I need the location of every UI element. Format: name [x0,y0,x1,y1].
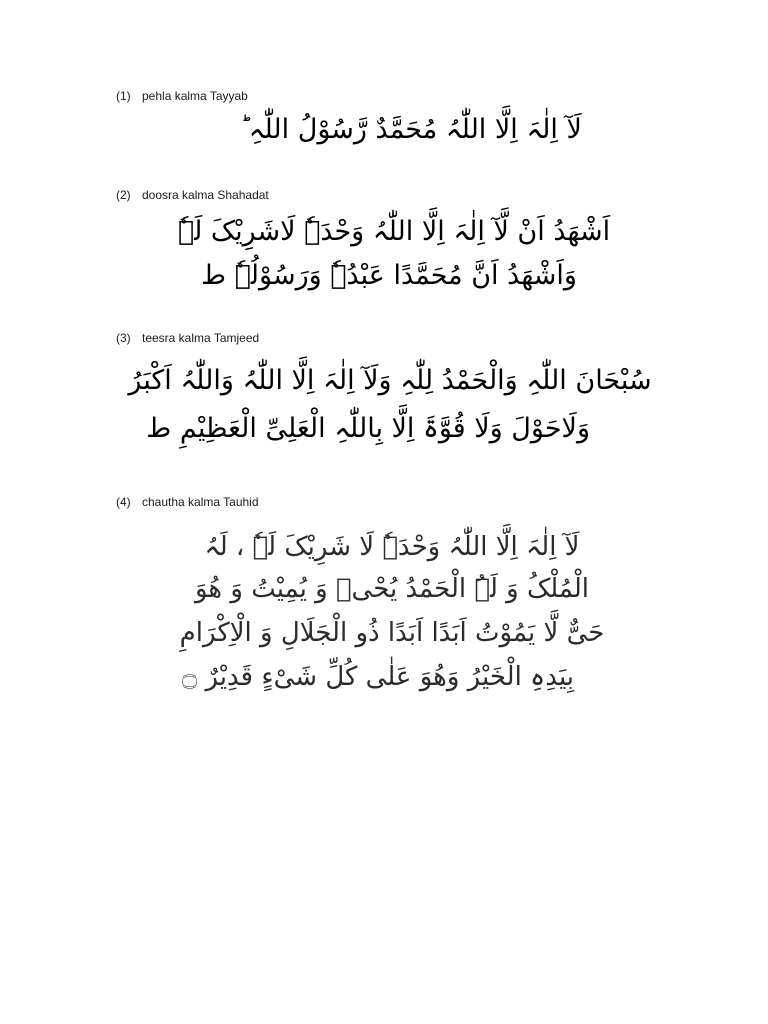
kalma-4-arabic-line-3: حَیٌّ لَّا یَمُوْتُ اَبَدًا اَبَدًا ذُو الْجَلَالِ وَ الْاِکْرَامِ [179,618,605,648]
kalma-2-arabic-line-2: وَاَشْھَدُ اَنَّ مُحَمَّدًا عَبْدُہٗ وَرَسُوْلُہٗ ط [201,260,577,291]
kalma-2-heading [116,187,269,203]
kalma-1-heading [116,88,248,104]
kalma-2-arabic-line-1: اَشْھَدُ اَنْ لَّآ اِلٰہَ اِلَّا اللّٰہُ وَحْدَہٗ لَاشَرِیْکَ لَہٗ [177,216,611,247]
kalma-2-title: doosra kalma Shahadat [142,188,269,202]
kalma-3-arabic-line-1: سُبْحَانَ اللّٰہِ وَالْحَمْدُ لِلّٰہِ وَلَآ اِلٰہَ اِلَّا اللّٰہُ وَاللّٰہُ اَکْبَرُ [128,365,652,396]
kalma-3-heading [116,330,259,346]
kalma-4-number: (4) [116,495,131,509]
kalma-4-arabic-line-4: بِیَدِہِ الْخَیْرُ وَھُوَ عَلٰی کُلِّ شَیْءٍ قَدِیْرٌ ۝ [181,662,575,692]
kalma-1-arabic-line-1: لَآ اِلٰہَ اِلَّا اللّٰہُ مُحَمَّدٌ رَّسُوْلُ اللّٰہِ ؕ [240,114,582,145]
kalma-4-title: chautha kalma Tauhid [142,495,259,509]
kalma-1-title: pehla kalma Tayyab [142,89,248,103]
kalma-4-arabic-line-2: الْمُلْکُ وَ لَہُ الْحَمْدُ یُحْیٖ وَ یُمِیْتُ وَ ھُوَ [194,574,590,604]
kalma-3-title: teesra kalma Tamjeed [142,331,260,345]
kalma-2-number: (2) [116,188,131,202]
kalma-3-arabic-line-2: وَلَاحَوْلَ وَلَا قُوَّۃَ اِلَّا بِاللّٰہِ الْعَلِیِّ الْعَظِیْمِ ط [146,413,590,444]
kalma-1-number: (1) [116,89,131,103]
kalma-4-arabic-line-1: لَآ اِلٰہَ اِلَّا اللّٰہُ وَحْدَہٗ لَا شَرِیْکَ لَہٗ ، لَہُ [204,532,580,562]
kalma-3-number: (3) [116,331,131,345]
kalma-4-heading [116,494,259,510]
